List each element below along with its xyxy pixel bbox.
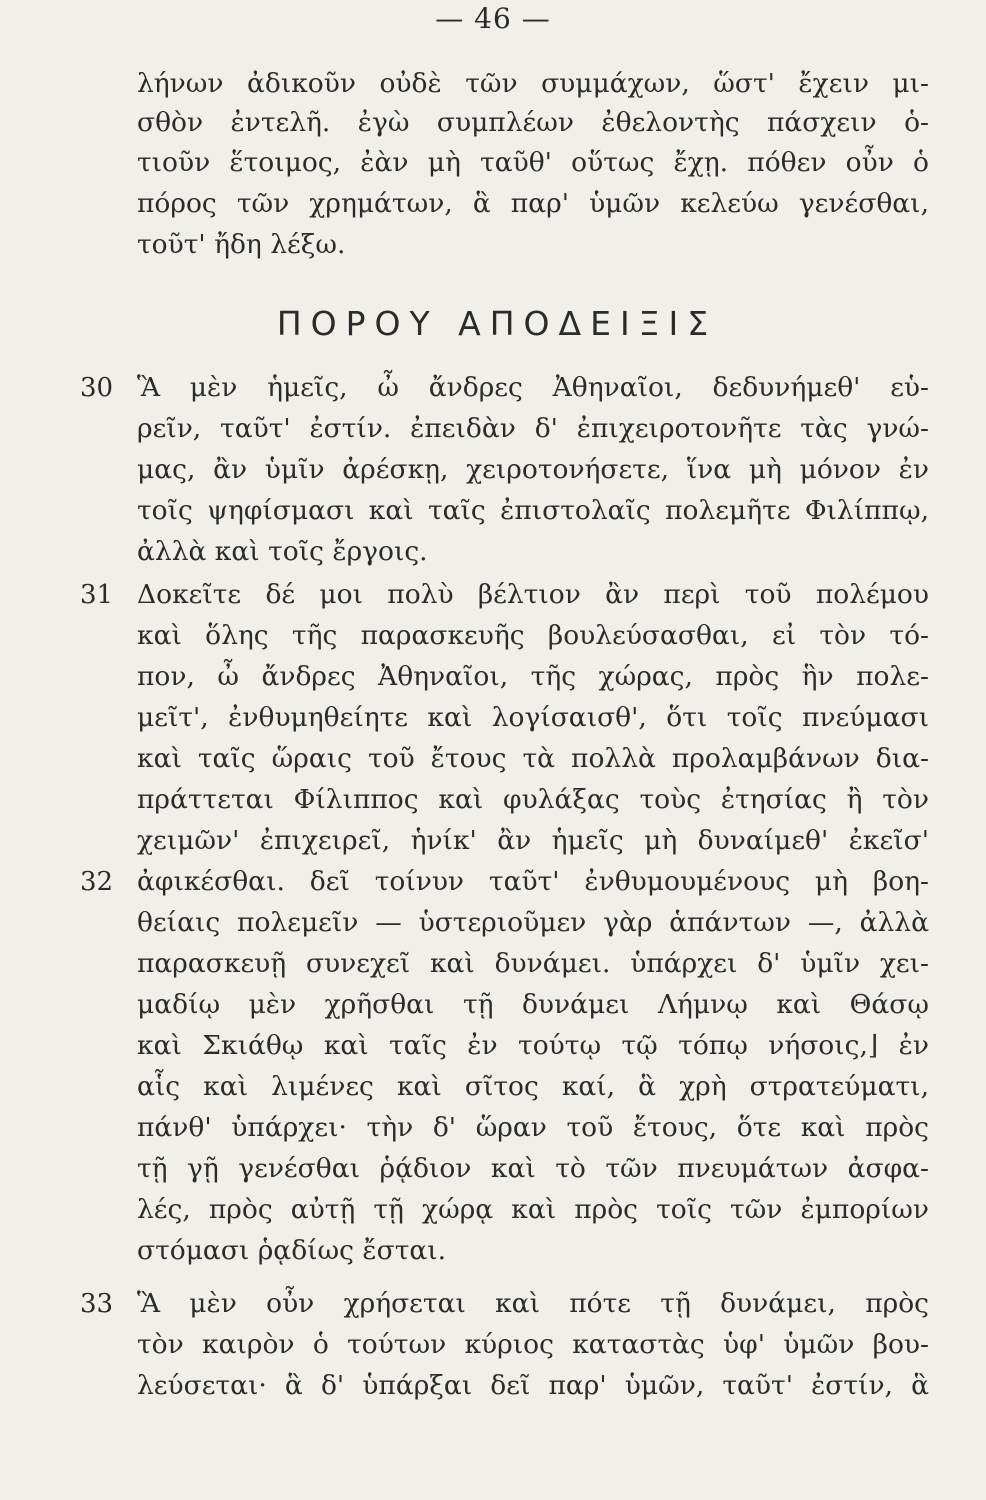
text-line: στόμασι ῥᾳδίως ἔσται. <box>137 1235 447 1266</box>
page-number: — 46 — <box>435 2 551 35</box>
text-line: Δοκεῖτε δέ μοι πολὺ βέλτιον ἂν περὶ τοῦ πολέμου <box>137 579 929 610</box>
text-line: μεῖτ', ἐνθυμηθείητε καὶ λογίσαισθ', ὅτι τοῖς πνεύμασι <box>137 702 929 733</box>
text-line: αἷς καὶ λιμένες καὶ σῖτος καί, ἃ χρὴ στρατεύματι, <box>137 1071 929 1102</box>
section-number: 30 <box>80 373 114 403</box>
text-line: καὶ ταῖς ὥραις τοῦ ἔτους τὰ πολλὰ προλαμβάνων δια- <box>137 743 929 774</box>
section-number: 32 <box>80 867 114 897</box>
text-line: λεύσεται· ἃ δ' ὑπάρξαι δεῖ παρ' ὑμῶν, ταῦτ' ἐστίν, ἃ <box>137 1370 929 1401</box>
text-line: παρασκευῇ συνεχεῖ καὶ δυνάμει. ὑπάρχει δ' ὑμῖν χει- <box>137 948 929 979</box>
text-line: μας, ἂν ὑμῖν ἀρέσκῃ, χειροτονήσετε, ἵνα μὴ μόνον ἐν <box>137 454 929 485</box>
section-number: 31 <box>80 580 114 610</box>
section-heading: ΠΟΡΟΥ ΑΠΟΔΕΙΞΙΣ <box>276 304 718 343</box>
text-line: θείαις πολεμεῖν — ὑστεριοῦμεν γὰρ ἁπάντων —, ἀλλὰ <box>137 907 929 938</box>
text-line: τιοῦν ἕτοιμος, ἐὰν μὴ ταῦθ' οὕτως ἔχῃ. πόθεν οὖν ὁ <box>137 147 929 178</box>
text-line: πόρος τῶν χρημάτων, ἃ παρ' ὑμῶν κελεύω γενέσθαι, <box>137 188 929 219</box>
text-line: χειμῶν' ἐπιχειρεῖ, ἡνίκ' ἂν ἡμεῖς μὴ δυναίμεθ' ἐκεῖσ' <box>137 825 929 856</box>
text-line: ρεῖν, ταῦτ' ἐστίν. ἐπειδὰν δ' ἐπιχειροτονῆτε τὰς γνώ- <box>137 413 929 444</box>
section-number: 33 <box>80 1289 114 1319</box>
text-line: καὶ Σκιάθῳ καὶ ταῖς ἐν τούτῳ τῷ τόπῳ νήσοις,⌋ ἐν <box>137 1030 929 1061</box>
text-line: τῇ γῇ γενέσθαι ῥᾴδιον καὶ τὸ τῶν πνευμάτων ἀσφα- <box>137 1153 929 1184</box>
text-line: πον, ὦ ἄνδρες Ἀθηναῖοι, τῆς χώρας, πρὸς ἣν πολε- <box>137 661 929 692</box>
text-line: ἀφικέσθαι. δεῖ τοίνυν ταῦτ' ἐνθυμουμένους μὴ βοη- <box>137 866 929 897</box>
text-line: τὸν καιρὸν ὁ τούτων κύριος καταστὰς ὑφ' ὑμῶν βου- <box>137 1329 929 1360</box>
text-line: σθὸν ἐντελῆ. ἐγὼ συμπλέων ἐθελοντὴς πάσχειν ὁ- <box>137 107 929 138</box>
text-line: πάνθ' ὑπάρχει· τὴν δ' ὥραν τοῦ ἔτους, ὅτε καὶ πρὸς <box>137 1112 929 1143</box>
text-line: καὶ ὅλης τῆς παρασκευῆς βουλεύσασθαι, εἰ τὸν τό- <box>137 620 929 651</box>
text-line: λές, πρὸς αὐτῇ τῇ χώρᾳ καὶ πρὸς τοῖς τῶν ἐμπορίων <box>137 1194 929 1225</box>
text-line: τοῦτ' ἤδη λέξω. <box>137 229 346 260</box>
text-line: λήνων ἀδικοῦν οὐδὲ τῶν συμμάχων, ὥστ' ἔχειν μι- <box>137 68 929 99</box>
text-line: μαδίῳ μὲν χρῆσθαι τῇ δυνάμει Λήμνῳ καὶ Θάσῳ <box>137 989 929 1020</box>
text-line: ἀλλὰ καὶ τοῖς ἔργοις. <box>137 536 428 567</box>
text-line: Ἃ μὲν οὖν χρήσεται καὶ πότε τῇ δυνάμει, πρὸς <box>137 1288 929 1319</box>
text-line: τοῖς ψηφίσμασι καὶ ταῖς ἐπιστολαῖς πολεμῆτε Φιλίππῳ, <box>137 495 929 526</box>
text-line: Ἃ μὲν ἡμεῖς, ὦ ἄνδρες Ἀθηναῖοι, δεδυνήμεθ' εὑ- <box>137 372 929 403</box>
text-line: πράττεται Φίλιππος καὶ φυλάξας τοὺς ἐτησίας ἢ τὸν <box>137 784 929 815</box>
